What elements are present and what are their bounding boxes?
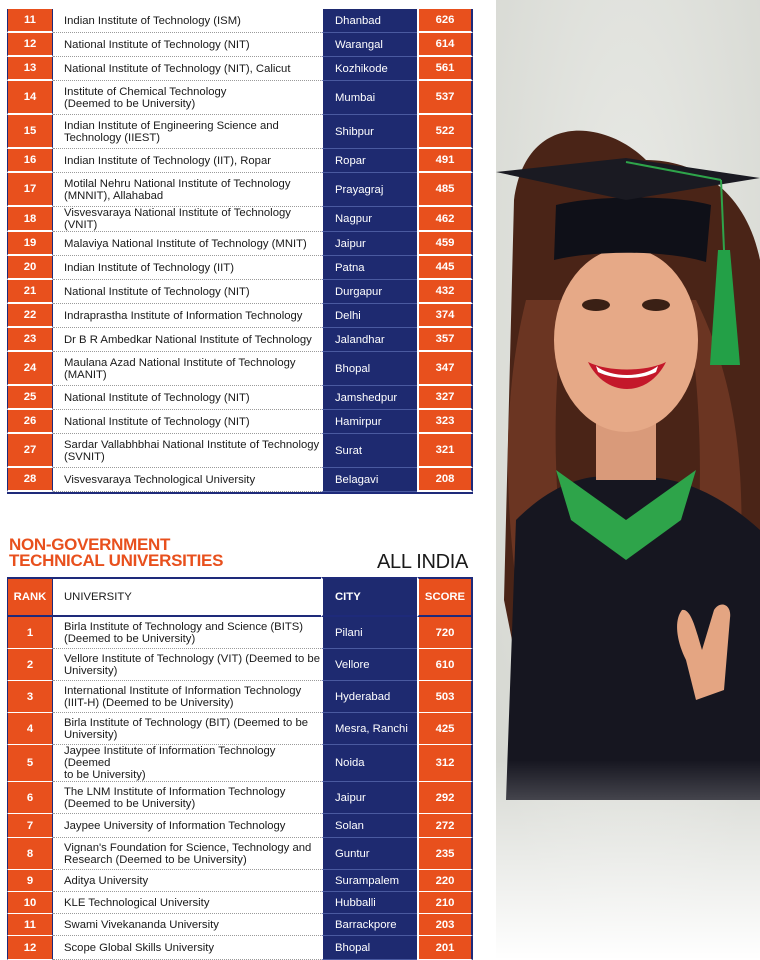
university-cell: [53, 410, 321, 434]
score-cell: 208: [417, 468, 473, 492]
university-name-line: Jaypee University of Information Technology: [64, 819, 286, 832]
city-cell: Nagpur: [321, 207, 417, 232]
table-row: [7, 713, 473, 745]
university-cell: [53, 386, 321, 410]
region-label: ALL INDIA: [377, 551, 469, 573]
table-row: [7, 838, 473, 870]
rank-cell: 11: [7, 9, 53, 33]
rank-cell: 21: [7, 280, 53, 304]
rank-cell: 25: [7, 386, 53, 410]
university-name-line: National Institute of Technology (NIT): [64, 38, 250, 51]
city-cell: Kozhikode: [321, 57, 417, 81]
non-government-universities-table: [7, 577, 473, 960]
rank-cell: 20: [7, 256, 53, 280]
university-cell: [53, 304, 321, 328]
score-cell: 459: [417, 232, 473, 256]
rank-cell: 27: [7, 434, 53, 468]
rank-cell: 18: [7, 207, 53, 232]
score-cell: 432: [417, 280, 473, 304]
table-row: [7, 256, 473, 280]
rank-cell: 24: [7, 352, 53, 386]
rank-cell: 17: [7, 173, 53, 207]
university-name-line: Institute of Chemical Technology: [64, 85, 227, 98]
university-header: UNIVERSITY: [53, 577, 321, 617]
city-cell: Jaipur: [321, 782, 417, 814]
rank-cell: 3: [7, 681, 53, 713]
city-cell: Hamirpur: [321, 410, 417, 434]
university-name-line: National Institute of Technology (NIT): [64, 391, 250, 404]
score-cell: 425: [417, 713, 473, 745]
score-cell: 374: [417, 304, 473, 328]
score-cell: 347: [417, 352, 473, 386]
rank-cell: 6: [7, 782, 53, 814]
university-cell: [53, 838, 321, 870]
score-cell: 537: [417, 81, 473, 115]
rank-cell: 28: [7, 468, 53, 492]
score-cell: 272: [417, 814, 473, 838]
university-name-line: Visvesvaraya National Institute of Technology (VNIT): [64, 207, 291, 231]
header-row: [7, 577, 473, 617]
score-cell: 626: [417, 9, 473, 33]
table-row: [7, 57, 473, 81]
city-cell: Delhi: [321, 304, 417, 328]
score-cell: 220: [417, 870, 473, 892]
university-name-line: Birla Institute of Technology and Science (BITS): [64, 620, 304, 633]
city-cell: Bhopal: [321, 352, 417, 386]
university-cell: [53, 33, 321, 57]
university-cell: [53, 328, 321, 352]
score-cell: 445: [417, 256, 473, 280]
university-name-line: Indian Institute of Technology (IIT): [64, 261, 234, 274]
rank-cell: 19: [7, 232, 53, 256]
city-cell: Hubballi: [321, 892, 417, 914]
city-cell: Solan: [321, 814, 417, 838]
score-cell: 312: [417, 745, 473, 782]
table-row: [7, 115, 473, 149]
university-name-line: Sardar Vallabhbhai National Institute of Technology: [64, 438, 320, 451]
university-cell: [53, 468, 321, 492]
city-cell: Bhopal: [321, 936, 417, 960]
university-name-line: (Deemed to be University): [64, 797, 196, 810]
university-name-line: National Institute of Technology (NIT), Calicut: [64, 62, 291, 75]
university-name-line: (SVNIT): [64, 450, 105, 463]
table-row: [7, 914, 473, 936]
university-name-line: KLE Technological University: [64, 896, 210, 909]
table-row: [7, 280, 473, 304]
university-name-line: (Deemed to be University): [64, 97, 196, 110]
university-name-line: Indian Institute of Technology (ISM): [64, 14, 241, 27]
university-name-line: Visvesvaraya Technological University: [64, 473, 256, 486]
table-row: [7, 328, 473, 352]
university-name-line: University): [64, 728, 118, 741]
city-cell: Hyderabad: [321, 681, 417, 713]
city-cell: Vellore: [321, 649, 417, 681]
section-title: [9, 537, 223, 569]
rank-cell: 5: [7, 745, 53, 782]
score-cell: 327: [417, 386, 473, 410]
university-cell: [53, 782, 321, 814]
table-row: [7, 745, 473, 782]
rank-cell: 14: [7, 81, 53, 115]
table-row: [7, 434, 473, 468]
table-row: [7, 207, 473, 232]
section-title-line1: NON-GOVERNMENT: [9, 535, 171, 554]
university-name-line: Swami Vivekananda University: [64, 918, 219, 931]
rank-cell: 22: [7, 304, 53, 328]
score-cell: 235: [417, 838, 473, 870]
university-name-line: International Institute of Information Technology: [64, 684, 302, 697]
city-cell: Patna: [321, 256, 417, 280]
table-row: [7, 870, 473, 892]
rank-cell: 2: [7, 649, 53, 681]
score-cell: 720: [417, 617, 473, 649]
table-row: [7, 33, 473, 57]
score-cell: 292: [417, 782, 473, 814]
rank-cell: 23: [7, 328, 53, 352]
score-cell: 357: [417, 328, 473, 352]
university-cell: [53, 207, 321, 232]
city-cell: Barrackpore: [321, 914, 417, 936]
university-cell: [53, 434, 321, 468]
table-row: [7, 9, 473, 33]
city-cell: Jamshedpur: [321, 386, 417, 410]
graduate-photo: [496, 0, 760, 960]
rank-cell: 12: [7, 936, 53, 960]
rank-cell: 16: [7, 149, 53, 173]
city-cell: Mumbai: [321, 81, 417, 115]
table-body: [7, 9, 473, 492]
section-title-line2: TECHNICAL UNIVERSITIES: [9, 551, 224, 570]
university-cell: [53, 81, 321, 115]
university-name-line: Indian Institute of Engineering Science and: [64, 119, 279, 132]
city-cell: Jaipur: [321, 232, 417, 256]
table-row: [7, 410, 473, 434]
city-cell: Shibpur: [321, 115, 417, 149]
university-name-line: (Deemed to be University): [64, 632, 196, 645]
table-row: [7, 173, 473, 207]
city-header: CITY: [321, 577, 417, 617]
university-name-line: (MNNIT), Allahabad: [64, 189, 164, 202]
score-cell: 321: [417, 434, 473, 468]
table-row: [7, 304, 473, 328]
score-cell: 522: [417, 115, 473, 149]
city-cell: Jalandhar: [321, 328, 417, 352]
table-row: [7, 232, 473, 256]
university-name-line: Technology (IIEST): [64, 131, 161, 144]
rank-cell: 10: [7, 892, 53, 914]
score-cell: 323: [417, 410, 473, 434]
university-cell: [53, 936, 321, 960]
university-cell: [53, 256, 321, 280]
rank-cell: 11: [7, 914, 53, 936]
table-row: [7, 617, 473, 649]
university-cell: [53, 870, 321, 892]
score-cell: 614: [417, 33, 473, 57]
table-row: [7, 386, 473, 410]
city-cell: Warangal: [321, 33, 417, 57]
university-name-line: (MANIT): [64, 368, 107, 381]
table-row: [7, 936, 473, 960]
city-cell: Prayagraj: [321, 173, 417, 207]
university-name-line: Malaviya National Institute of Technology (MNIT): [64, 237, 307, 250]
rank-cell: 9: [7, 870, 53, 892]
university-name-line: National Institute of Technology (NIT): [64, 415, 250, 428]
table-body: [7, 617, 473, 960]
rank-cell: 7: [7, 814, 53, 838]
university-name-line: Vignan's Foundation for Science, Technology and: [64, 841, 312, 854]
table-row: [7, 352, 473, 386]
city-cell: Ropar: [321, 149, 417, 173]
university-name-line: to be University): [64, 769, 146, 781]
university-name-line: Scope Global Skills University: [64, 941, 215, 954]
university-cell: [53, 57, 321, 81]
university-name-line: (IIIT-H) (Deemed to be University): [64, 696, 234, 709]
university-cell: [53, 9, 321, 33]
score-header: SCORE: [417, 577, 473, 617]
university-name-line: National Institute of Technology (NIT): [64, 285, 250, 298]
score-cell: 561: [417, 57, 473, 81]
score-cell: 462: [417, 207, 473, 232]
university-cell: [53, 617, 321, 649]
university-name-line: Indian Institute of Technology (IIT), Ropar: [64, 154, 272, 167]
score-cell: 201: [417, 936, 473, 960]
score-cell: 485: [417, 173, 473, 207]
graduate-illustration: [496, 0, 760, 960]
university-cell: [53, 681, 321, 713]
city-cell: Belagavi: [321, 468, 417, 492]
city-cell: Surat: [321, 434, 417, 468]
table-row: [7, 649, 473, 681]
city-cell: Surampalem: [321, 870, 417, 892]
score-cell: 210: [417, 892, 473, 914]
rank-cell: 1: [7, 617, 53, 649]
rank-cell: 12: [7, 33, 53, 57]
university-cell: [53, 173, 321, 207]
university-cell: [53, 713, 321, 745]
university-cell: [53, 814, 321, 838]
university-name-line: The LNM Institute of Information Technology: [64, 785, 286, 798]
table-row: [7, 782, 473, 814]
university-name-line: University): [64, 664, 118, 677]
university-cell: [53, 149, 321, 173]
university-cell: [53, 352, 321, 386]
table-row: [7, 892, 473, 914]
city-cell: Dhanbad: [321, 9, 417, 33]
rank-cell: 4: [7, 713, 53, 745]
city-cell: Noida: [321, 745, 417, 782]
score-cell: 503: [417, 681, 473, 713]
city-cell: Guntur: [321, 838, 417, 870]
university-cell: [53, 892, 321, 914]
university-cell: [53, 914, 321, 936]
rank-cell: 13: [7, 57, 53, 81]
city-cell: Pilani: [321, 617, 417, 649]
university-name-line: Birla Institute of Technology (BIT) (Deemed to be: [64, 716, 309, 729]
table-header: [7, 577, 473, 617]
city-cell: Durgapur: [321, 280, 417, 304]
university-name-line: Maulana Azad National Institute of Technology: [64, 356, 296, 369]
university-cell: [53, 745, 321, 782]
government-universities-table: [7, 9, 473, 494]
rank-cell: 15: [7, 115, 53, 149]
table-row: [7, 681, 473, 713]
university-cell: [53, 232, 321, 256]
city-cell: Mesra, Ranchi: [321, 713, 417, 745]
university-name-line: Aditya University: [64, 874, 149, 887]
university-name-line: Dr B R Ambedkar National Institute of Technology: [64, 333, 312, 346]
table-row: [7, 81, 473, 115]
rank-header: RANK: [7, 577, 53, 617]
score-cell: 491: [417, 149, 473, 173]
rank-cell: 8: [7, 838, 53, 870]
university-name-line: Research (Deemed to be University): [64, 853, 247, 866]
table-row: [7, 468, 473, 492]
university-name-line: Motilal Nehru National Institute of Technology: [64, 177, 291, 190]
table-row: [7, 814, 473, 838]
score-cell: 203: [417, 914, 473, 936]
university-name-line: Jaypee Institute of Information Technology (Deemed: [64, 745, 276, 769]
university-name-line: Vellore Institute of Technology (VIT) (Deemed to be: [64, 652, 320, 665]
university-name-line: Indraprastha Institute of Information Technology: [64, 309, 303, 322]
university-cell: [53, 280, 321, 304]
university-cell: [53, 115, 321, 149]
university-cell: [53, 649, 321, 681]
rank-cell: 26: [7, 410, 53, 434]
table-row: [7, 149, 473, 173]
score-cell: 610: [417, 649, 473, 681]
